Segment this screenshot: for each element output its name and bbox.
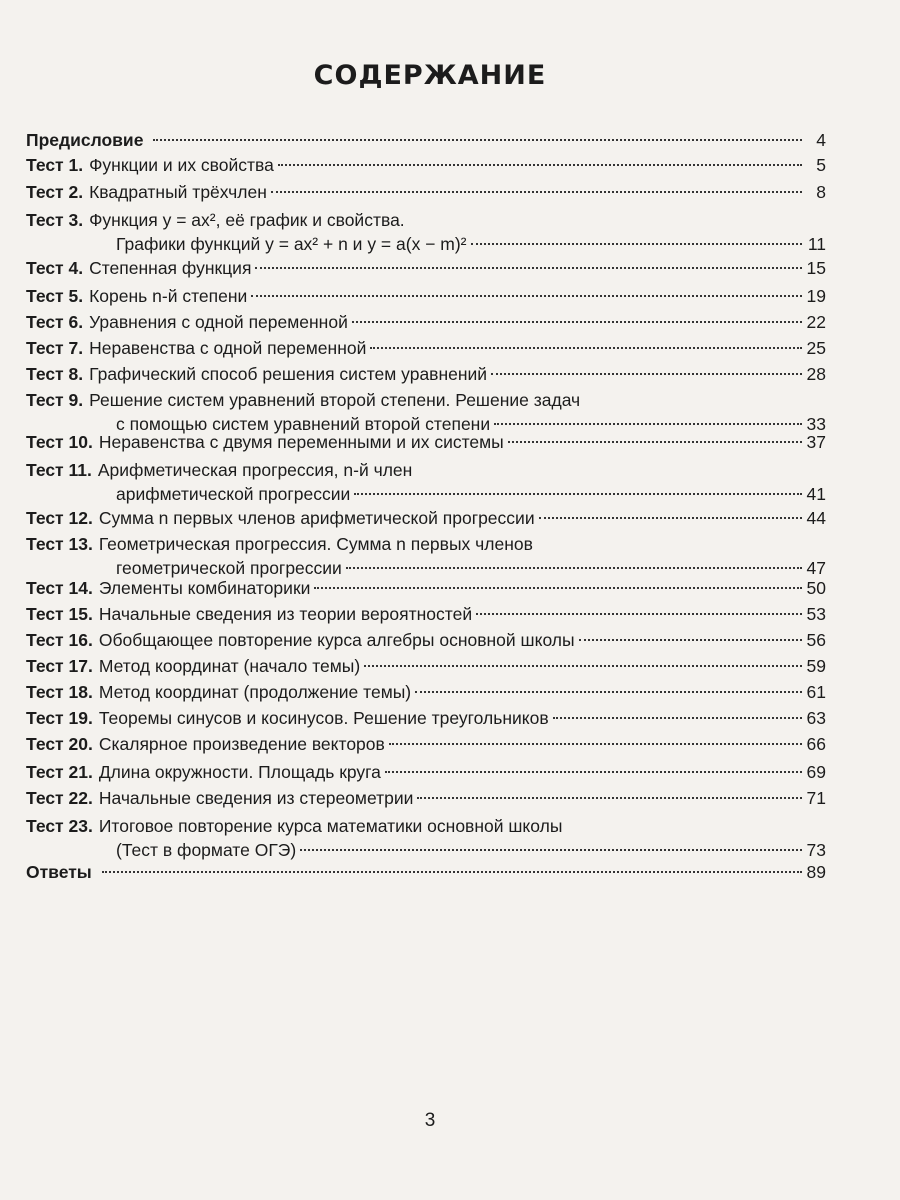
toc-entry-title: Метод координат (продолжение темы) bbox=[98, 682, 412, 702]
toc-entry-label: Тест 7. bbox=[26, 338, 84, 358]
toc-entry-title: Обобщающее повторение курса алгебры основной школы bbox=[98, 630, 575, 650]
toc-entry-page: 19 bbox=[806, 286, 826, 306]
dot-leader bbox=[300, 849, 802, 851]
dot-leader bbox=[415, 691, 802, 693]
toc-entry bbox=[26, 760, 826, 784]
toc-entry-label: Тест 15. bbox=[26, 604, 93, 624]
toc-entry-page: 69 bbox=[806, 762, 826, 782]
toc-entry-label: Тест 18. bbox=[26, 682, 93, 702]
toc-entry-page: 37 bbox=[806, 432, 826, 452]
dot-leader bbox=[278, 164, 802, 166]
toc-entry bbox=[26, 458, 826, 506]
toc-entry bbox=[26, 602, 826, 626]
dot-leader bbox=[385, 771, 802, 773]
toc-entry-title: Арифметическая прогрессия, n-й член bbox=[97, 460, 413, 480]
toc-entry bbox=[26, 732, 826, 756]
toc-entry bbox=[26, 284, 826, 308]
toc-entry-label: Тест 16. bbox=[26, 630, 93, 650]
toc-entry-page: 8 bbox=[816, 182, 826, 202]
toc-entry-page: 59 bbox=[806, 656, 826, 676]
toc-entry-label: Тест 17. bbox=[26, 656, 93, 676]
dot-leader bbox=[370, 347, 802, 349]
toc-entry-label: Тест 2. bbox=[26, 182, 84, 202]
dot-leader bbox=[102, 871, 802, 873]
toc-entry-label: Тест 13. bbox=[26, 534, 93, 554]
toc-entry-label: Тест 23. bbox=[26, 816, 93, 836]
toc-entry-page: 15 bbox=[806, 258, 826, 278]
toc-entry-title: Функции и их свойства bbox=[89, 155, 274, 175]
toc-entry-label: Тест 22. bbox=[26, 788, 93, 808]
dot-leader bbox=[346, 567, 802, 569]
toc-entry-label: Тест 8. bbox=[26, 364, 84, 384]
toc-entry-title: Начальные сведения из теории вероятностей bbox=[98, 604, 473, 624]
toc-entry-label: Ответы bbox=[26, 862, 92, 882]
toc-entry bbox=[26, 336, 826, 360]
toc-entry-title: Длина окружности. Площадь круга bbox=[98, 762, 381, 782]
toc-entry bbox=[26, 860, 826, 884]
toc-entry-title-continued: с помощью систем уравнений второй степени bbox=[116, 414, 491, 434]
dot-leader bbox=[364, 665, 802, 667]
toc-entry-label: Тест 12. bbox=[26, 508, 93, 528]
toc-entry-label: Тест 20. bbox=[26, 734, 93, 754]
toc-entry bbox=[26, 786, 826, 810]
toc-entry bbox=[26, 680, 826, 704]
toc-entry bbox=[26, 180, 826, 204]
toc-entry-title: Функция y = ax², её график и свойства. bbox=[89, 210, 405, 230]
toc-entry-page: 11 bbox=[807, 234, 826, 254]
toc-entry-page: 66 bbox=[806, 734, 826, 754]
toc-entry-page: 56 bbox=[806, 630, 826, 650]
toc-entry bbox=[26, 256, 826, 280]
toc-entry-title: Квадратный трёхчлен bbox=[89, 182, 267, 202]
toc-entry-title-continued: (Тест в формате ОГЭ) bbox=[116, 840, 297, 860]
toc-entry-page: 28 bbox=[806, 364, 826, 384]
toc-entry-page: 63 bbox=[806, 708, 826, 728]
toc-entry bbox=[26, 388, 826, 436]
toc-entry-label: Тест 14. bbox=[26, 578, 93, 598]
toc-entry-page: 89 bbox=[806, 862, 826, 882]
toc-entry-title: Элементы комбинаторики bbox=[98, 578, 311, 598]
toc-entry-title: Теоремы синусов и косинусов. Решение треугольников bbox=[98, 708, 549, 728]
toc-entry-page: 22 bbox=[806, 312, 826, 332]
toc-entry bbox=[26, 310, 826, 334]
toc-entry-title-continued: арифметической прогрессии bbox=[116, 484, 351, 504]
dot-leader bbox=[494, 423, 802, 425]
toc-entry bbox=[26, 128, 826, 152]
toc-entry bbox=[26, 362, 826, 386]
dot-leader bbox=[553, 717, 802, 719]
toc-entry bbox=[26, 153, 826, 177]
toc-entry-title: Геометрическая прогрессия. Сумма n первых членов bbox=[98, 534, 533, 554]
toc-entry-title: Скалярное произведение векторов bbox=[98, 734, 385, 754]
dot-leader bbox=[491, 373, 802, 375]
toc-entry-page: 71 bbox=[806, 788, 826, 808]
dot-leader bbox=[471, 243, 803, 245]
toc-entry-label: Тест 11. bbox=[26, 460, 92, 480]
toc-entry-title: Неравенства с двумя переменными и их системы bbox=[98, 432, 504, 452]
dot-leader bbox=[476, 613, 802, 615]
dot-leader bbox=[389, 743, 802, 745]
toc-entry bbox=[26, 506, 826, 530]
page-heading: СОДЕРЖАНИЕ bbox=[313, 60, 547, 91]
toc-entry-title: Метод координат (начало темы) bbox=[98, 656, 361, 676]
toc-entry-page: 53 bbox=[806, 604, 826, 624]
toc-entry-page: 33 bbox=[806, 414, 826, 434]
toc-entry bbox=[26, 814, 826, 862]
toc-entry-label: Тест 19. bbox=[26, 708, 93, 728]
toc-entry-page: 61 bbox=[806, 682, 826, 702]
toc-entry-page: 50 bbox=[806, 578, 826, 598]
toc-entry bbox=[26, 430, 826, 454]
toc-entry bbox=[26, 706, 826, 730]
dot-leader bbox=[508, 441, 802, 443]
table-of-contents bbox=[26, 128, 826, 882]
toc-entry-label: Тест 9. bbox=[26, 390, 84, 410]
toc-entry-label: Тест 5. bbox=[26, 286, 84, 306]
dot-leader bbox=[354, 493, 802, 495]
toc-entry-label: Тест 10. bbox=[26, 432, 93, 452]
toc-entry-label: Предисловие bbox=[26, 130, 144, 150]
toc-entry-page: 47 bbox=[806, 558, 826, 578]
toc-entry-title: Графический способ решения систем уравнений bbox=[89, 364, 488, 384]
toc-entry-page: 41 bbox=[806, 484, 826, 504]
toc-entry-label: Тест 3. bbox=[26, 210, 84, 230]
toc-entry-title: Степенная функция bbox=[89, 258, 252, 278]
toc-entry-page: 4 bbox=[816, 130, 826, 150]
toc-entry-page: 44 bbox=[806, 508, 826, 528]
dot-leader bbox=[255, 267, 802, 269]
toc-entry bbox=[26, 208, 826, 256]
toc-entry-title: Итоговое повторение курса математики основной школы bbox=[98, 816, 563, 836]
toc-entry bbox=[26, 576, 826, 600]
toc-entry-page: 73 bbox=[806, 840, 826, 860]
toc-entry bbox=[26, 654, 826, 678]
toc-entry-label: Тест 6. bbox=[26, 312, 84, 332]
toc-entry-title: Начальные сведения из стереометрии bbox=[98, 788, 414, 808]
dot-leader bbox=[314, 587, 802, 589]
toc-entry-title: Уравнения с одной переменной bbox=[89, 312, 348, 332]
dot-leader bbox=[417, 797, 802, 799]
toc-entry-title: Сумма n первых членов арифметической прогрессии bbox=[98, 508, 535, 528]
toc-entry-page: 5 bbox=[816, 155, 826, 175]
page-number: 3 bbox=[424, 1110, 436, 1131]
dot-leader bbox=[251, 295, 802, 297]
dot-leader bbox=[579, 639, 802, 641]
toc-entry bbox=[26, 628, 826, 652]
toc-entry-title-continued: геометрической прогрессии bbox=[116, 558, 342, 578]
toc-entry-title-continued: Графики функций y = ax² + n и y = a(x − m)² bbox=[116, 234, 467, 254]
dot-leader bbox=[539, 517, 802, 519]
toc-entry-title: Неравенства с одной переменной bbox=[89, 338, 367, 358]
toc-entry-label: Тест 21. bbox=[26, 762, 93, 782]
dot-leader bbox=[271, 191, 802, 193]
toc-entry-title: Корень n-й степени bbox=[89, 286, 248, 306]
dot-leader bbox=[352, 321, 802, 323]
toc-entry bbox=[26, 532, 826, 580]
toc-entry-title: Решение систем уравнений второй степени. Решение задач bbox=[89, 390, 581, 410]
toc-entry-label: Тест 4. bbox=[26, 258, 84, 278]
toc-entry-page: 25 bbox=[806, 338, 826, 358]
dot-leader bbox=[153, 139, 802, 141]
toc-entry-label: Тест 1. bbox=[26, 155, 84, 175]
